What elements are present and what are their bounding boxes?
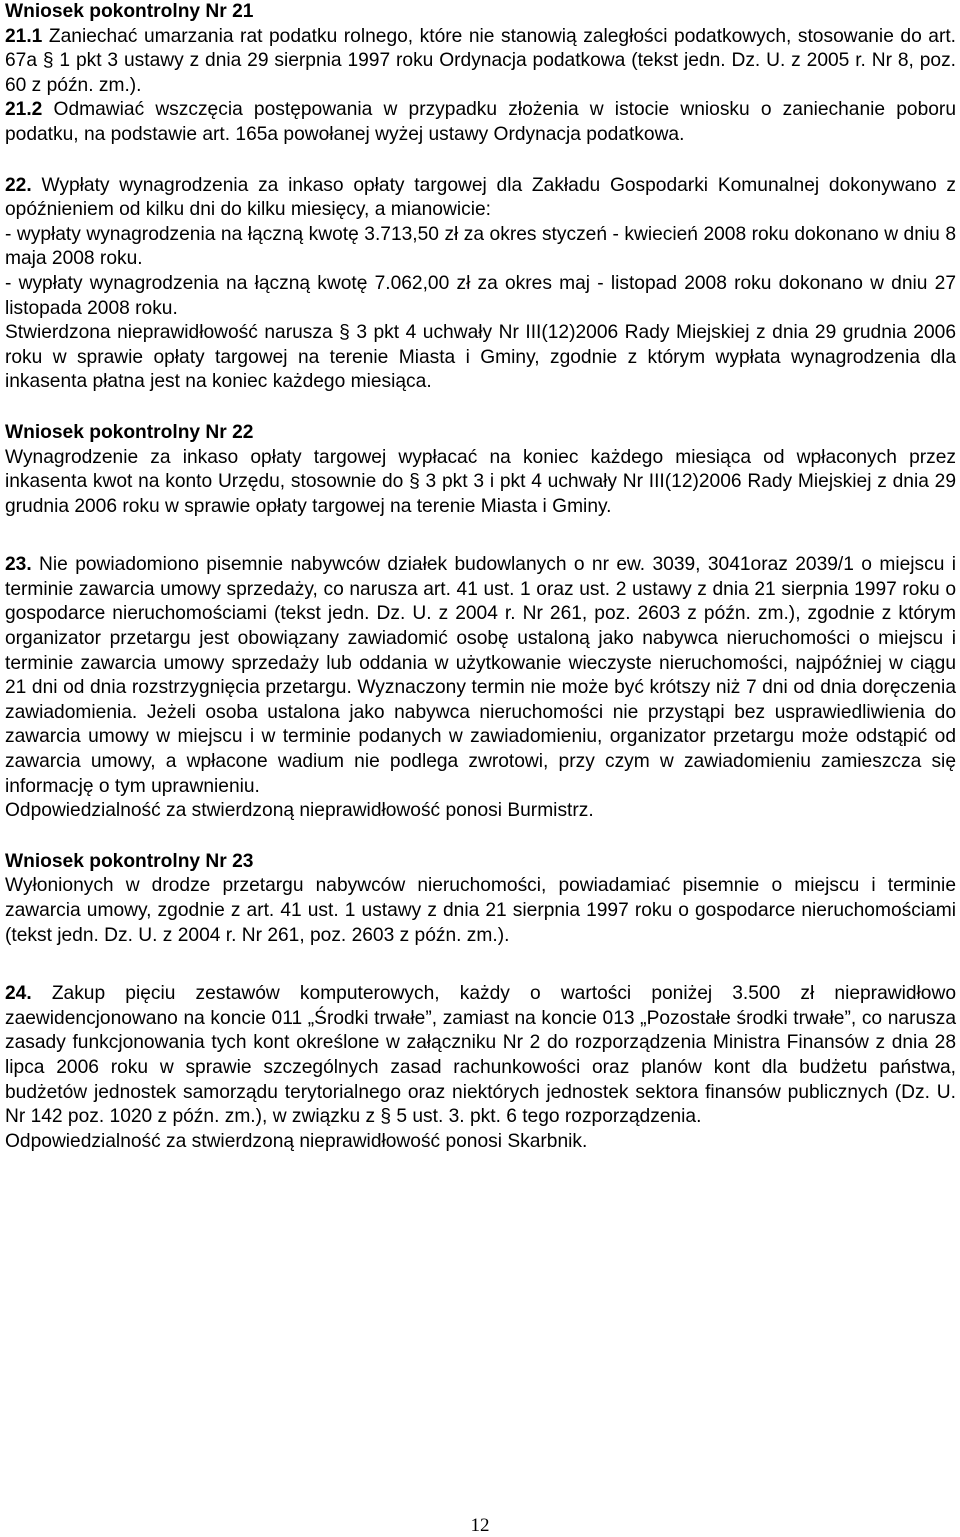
finding-text: Zakup pięciu zestawów komputerowych, każdy o wartości poniżej 3.500 zł nieprawidłowo zaewidencjonowano na koncie 011 „Środki trwałe”, zamiast na koncie 013 „Pozostałe środki trwałe”, co narusza zasady funkcjonowania tych kont określone w załączniku Nr 2 do rozporządzenia Ministra Finansów z dnia 28 lipca 2006 roku w sprawie szczególnych zasad rachunkowości oraz planów kont dla budżetu państwa, budżetów jednostek samorządu terytorialnego oraz niektórych jednostek sektora finansów publicznych (Dz. U. Nr 142 poz. 1020 z późn. zm.), w związku z § 5 ust. 3. pkt. 6 tego rozporządzenia. [5,983,956,1128]
finding-22-intro [5,174,956,223]
recommendation-23-header: Wniosek pokontrolny Nr 23 [5,850,254,872]
finding-23 [5,553,956,799]
finding-22-bullet-2: - wypłaty wynagrodzenia na łączną kwotę 7.062,00 zł za okres maj - listopad 2008 roku dokonano w dniu 27 listopada 2008 roku. [5,272,956,319]
spacer [5,148,956,174]
page-number: 12 [470,1515,490,1536]
recommendation-22-header: Wniosek pokontrolny Nr 22 [5,421,254,443]
item-number: 21.1 [5,25,43,47]
finding-23-responsibility: Odpowiedzialność za stwierdzoną nieprawidłowość ponosi Burmistrz. [5,800,594,822]
recommendation-23-text: Wyłonionych w drodze przetargu nabywców nieruchomości, powiadamiać pisemnie o miejscu i terminie zawarcia umowy, zgodnie z art. 41 ust. 1 ustawy z dnia 21 sierpnia 1997 roku o gospodarce nieruchomościami (tekst jedn. Dz. U. z 2004 r. Nr 261, poz. 2603 z późn. zm.). [5,875,956,946]
finding-number: 24. [5,983,32,1005]
spacer [5,824,956,850]
recommendation-21-2 [5,98,956,147]
finding-22-conclusion: Stwierdzona nieprawidłowość narusza § 3 pkt 4 uchwały Nr III(12)2006 Rady Miejskiej z dnia 29 grudnia 2006 roku w sprawie opłaty targowej na terenie Miasta i Gminy, zgodnie z którym wypłata wynagrodzenia dla inkasenta płatna jest na koniec każdego miesiąca. [5,322,956,393]
finding-number: 23. [5,554,32,576]
spacer [5,519,956,553]
item-number: 21.2 [5,99,43,121]
finding-number: 22. [5,174,32,196]
finding-24-responsibility: Odpowiedzialność za stwierdzoną nieprawidłowość ponosi Skarbnik. [5,1130,588,1152]
finding-text: Nie powiadomiono pisemnie nabywców działek budowlanych o nr ew. 3039, 3041oraz 2039/1 o miejscu i terminie zawarcia umowy sprzedaży, co narusza art. 41 ust. 1 oraz ust. 2 ustawy z dnia 21 sierpnia 1997 roku o gospodarce nieruchomościami (tekst jedn. Dz. U. z 2004 r. Nr 261, poz. 2603 z późn. zm.), zgodnie z którym organizator przetargu jest obowiązany zawiadomić osobę ustaloną jako nabywca nieruchomości o miejscu i terminie zawarcia umowy sprzedaży lub oddania w użytkowanie wieczyste nieruchomości, najpóźniej w ciągu 21 dni od dnia rozstrzygnięcia przetargu. Wyznaczony termin nie może być krótszy niż 7 dni od dnia doręczenia zawiadomienia. Jeżeli osoba ustalona jako nabywca nieruchomości nie przystąpi bez usprawiedliwienia do zawarcia umowy w miejscu i w terminie podanych w zawiadomieniu, organizator przetargu może odstąpić od zawarcia umowy, a wpłacone wadium nie podlega zwrotowi, przy czym w zawiadomieniu zamieszcza się informację o tym uprawnieniu. [5,554,956,797]
document-page [5,0,956,1154]
recommendation-21-header: Wniosek pokontrolny Nr 21 [5,1,254,22]
recommendation-21-1 [5,25,956,99]
finding-text: Wypłaty wynagrodzenia za inkaso opłaty targowej dla Zakładu Gospodarki Komunalnej dokonywano z opóźnieniem od kilku dni do kilku miesięcy, a mianowicie: [5,174,956,221]
item-text: Zaniechać umarzania rat podatku rolnego, które nie stanowią zaległości podatkowych, stosowanie do art. 67a § 1 pkt 3 ustawy z dnia 29 sierpnia 1997 roku Ordynacja podatkowa (tekst jedn. Dz. U. z 2005 r. Nr 8, poz. 60 z późn. zm.). [5,25,956,96]
item-text: Odmawiać wszczęcia postępowania w przypadku złożenia w istocie wniosku o zaniechanie poboru podatku, na podstawie art. 165a powołanej wyżej ustawy Ordynacja podatkowa. [5,99,956,145]
spacer [5,395,956,421]
finding-24 [5,982,956,1130]
finding-22-bullet-1: - wypłaty wynagrodzenia na łączną kwotę 3.713,50 zł za okres styczeń - kwiecień 2008 roku dokonano w dniu 8 maja 2008 roku. [5,223,956,270]
recommendation-22-text: Wynagrodzenie za inkaso opłaty targowej wypłacać na koniec każdego miesiąca od wpłaconych przez inkasenta kwot na konto Urzędu, stosownie do § 3 pkt 3 i pkt 4 uchwały Nr III(12)2006 Rady Miejskiej z dnia 29 grudnia 2006 roku w sprawie opłaty targowej na terenie Miasta i Gminy. [5,446,956,517]
spacer [5,948,956,982]
